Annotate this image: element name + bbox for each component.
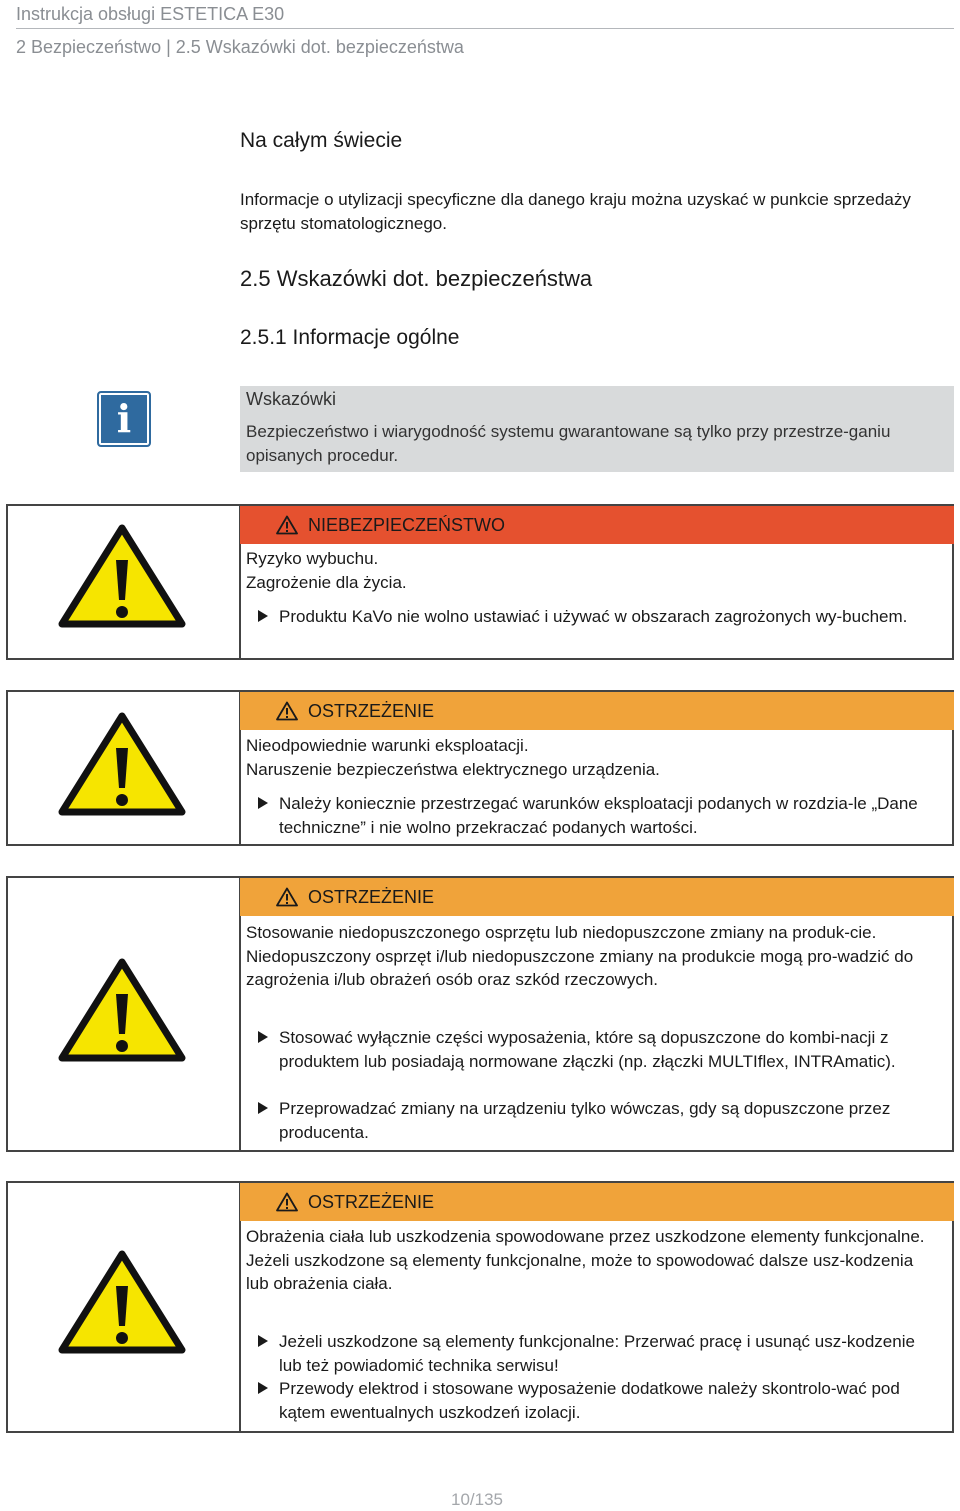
action-text: Należy koniecznie przestrzegać warunków eksploatacji podanych w rozdzia-le „Dane techniczne” i nie wolno przekraczać podanych wartości.	[279, 794, 918, 837]
warning-cause: Ryzyko wybuchu.	[246, 549, 379, 568]
block-separator	[239, 876, 241, 1152]
action-text: Przewody elektrod i stosowane wyposażenie dodatkowe należy skontrolo-wać pod kątem ewentualnych uszkodzeń izolacji.	[279, 1379, 900, 1422]
small-warning-icon	[276, 701, 298, 721]
warning-cause: Obrażenia ciała lub uszkodzenia spowodowane przez uszkodzone elementy funkcjonalne.	[246, 1227, 925, 1246]
warning-consequence: Zagrożenie dla życia.	[246, 572, 407, 592]
warning-cause: Nieodpowiednie warunki eksploatacji.	[246, 736, 529, 755]
warning-header	[240, 878, 954, 916]
bullet-arrow-icon	[258, 797, 268, 809]
warning-text	[246, 921, 936, 992]
page-number: 10/135	[451, 1490, 503, 1509]
warning-cause: Stosowanie niedopuszczonego osprzętu lub niedopuszczone zmiany na produk-cie.	[246, 923, 877, 942]
section-heading: 2.5 Wskazówki dot. bezpieczeństwa	[240, 266, 593, 291]
warning-label: OSTRZEŻENIE	[308, 700, 435, 721]
small-warning-icon	[276, 515, 298, 535]
warning-consequence: Naruszenie bezpieczeństwa elektrycznego urządzenia.	[246, 759, 660, 779]
warning-triangle-icon	[58, 524, 186, 628]
document-title: Instrukcja obsługi ESTETICA E30	[16, 4, 285, 24]
warning-triangle-icon	[58, 958, 186, 1062]
warning-header	[240, 1183, 954, 1221]
warning-text	[246, 1225, 936, 1296]
small-warning-icon	[276, 887, 298, 907]
warning-label: OSTRZEŻENIE	[308, 886, 435, 907]
small-warning-icon	[276, 1192, 298, 1212]
danger-label: NIEBEZPIECZEŃSTWO	[308, 514, 506, 535]
info-icon: i	[97, 391, 151, 447]
worldwide-text: Informacje o utylizacji specyficzne dla danego kraju można uzyskać w punkcie sprzedaży sprzętu stomatologicznego.	[240, 190, 911, 233]
action-text: Jeżeli uszkodzone są elementy funkcjonalne: Przerwać pracę i usunąć usz-kodzenie lub też powiadomić technika serwisu!	[279, 1332, 915, 1375]
warning-consequence: Niedopuszczony osprzęt i/lub niedopuszczone zmiany na produkcie mogą pro-wadzić do zagrożenia i/lub obrażeń osób oraz szkód rzeczowych.	[246, 946, 914, 989]
subsection-heading: 2.5.1 Informacje ogólne	[240, 326, 460, 349]
header-divider	[16, 28, 954, 29]
bullet-arrow-icon	[258, 1382, 268, 1394]
action-text: Stosować wyłącznie części wyposażenia, które są dopuszczone do kombi-nacji z produktem lub posiadają normowane złączki (np. złączki MULTIflex, INTRAmatic).	[279, 1028, 896, 1071]
warning-label: OSTRZEŻENIE	[308, 1191, 435, 1212]
breadcrumb: 2 Bezpieczeństwo | 2.5 Wskazówki dot. bezpieczeństwa	[16, 37, 464, 57]
note-title: Wskazówki	[246, 389, 337, 409]
bullet-arrow-icon	[258, 610, 268, 622]
warning-text	[246, 734, 936, 781]
action-text: Przeprowadzać zmiany na urządzeniu tylko wówczas, gdy są dopuszczone przez producenta.	[279, 1099, 891, 1142]
bullet-arrow-icon	[258, 1031, 268, 1043]
warning-header	[240, 692, 954, 730]
worldwide-heading: Na całym świecie	[240, 129, 403, 152]
warning-triangle-icon	[58, 1250, 186, 1354]
warning-triangle-icon	[58, 712, 186, 816]
bullet-arrow-icon	[258, 1102, 268, 1114]
action-text: Produktu KaVo nie wolno ustawiać i używać w obszarach zagrożonych wy-buchem.	[279, 607, 908, 626]
warning-text	[246, 547, 936, 594]
bullet-arrow-icon	[258, 1335, 268, 1347]
danger-header	[240, 506, 954, 544]
warning-consequence: Jeżeli uszkodzone są elementy funkcjonalne, może to spowodować dalsze usz-kodzenia lub obrażenia ciała.	[246, 1250, 914, 1293]
note-text: Bezpieczeństwo i wiarygodność systemu gwarantowane są tylko przy przestrze-ganiu opisanych procedur.	[246, 422, 891, 465]
